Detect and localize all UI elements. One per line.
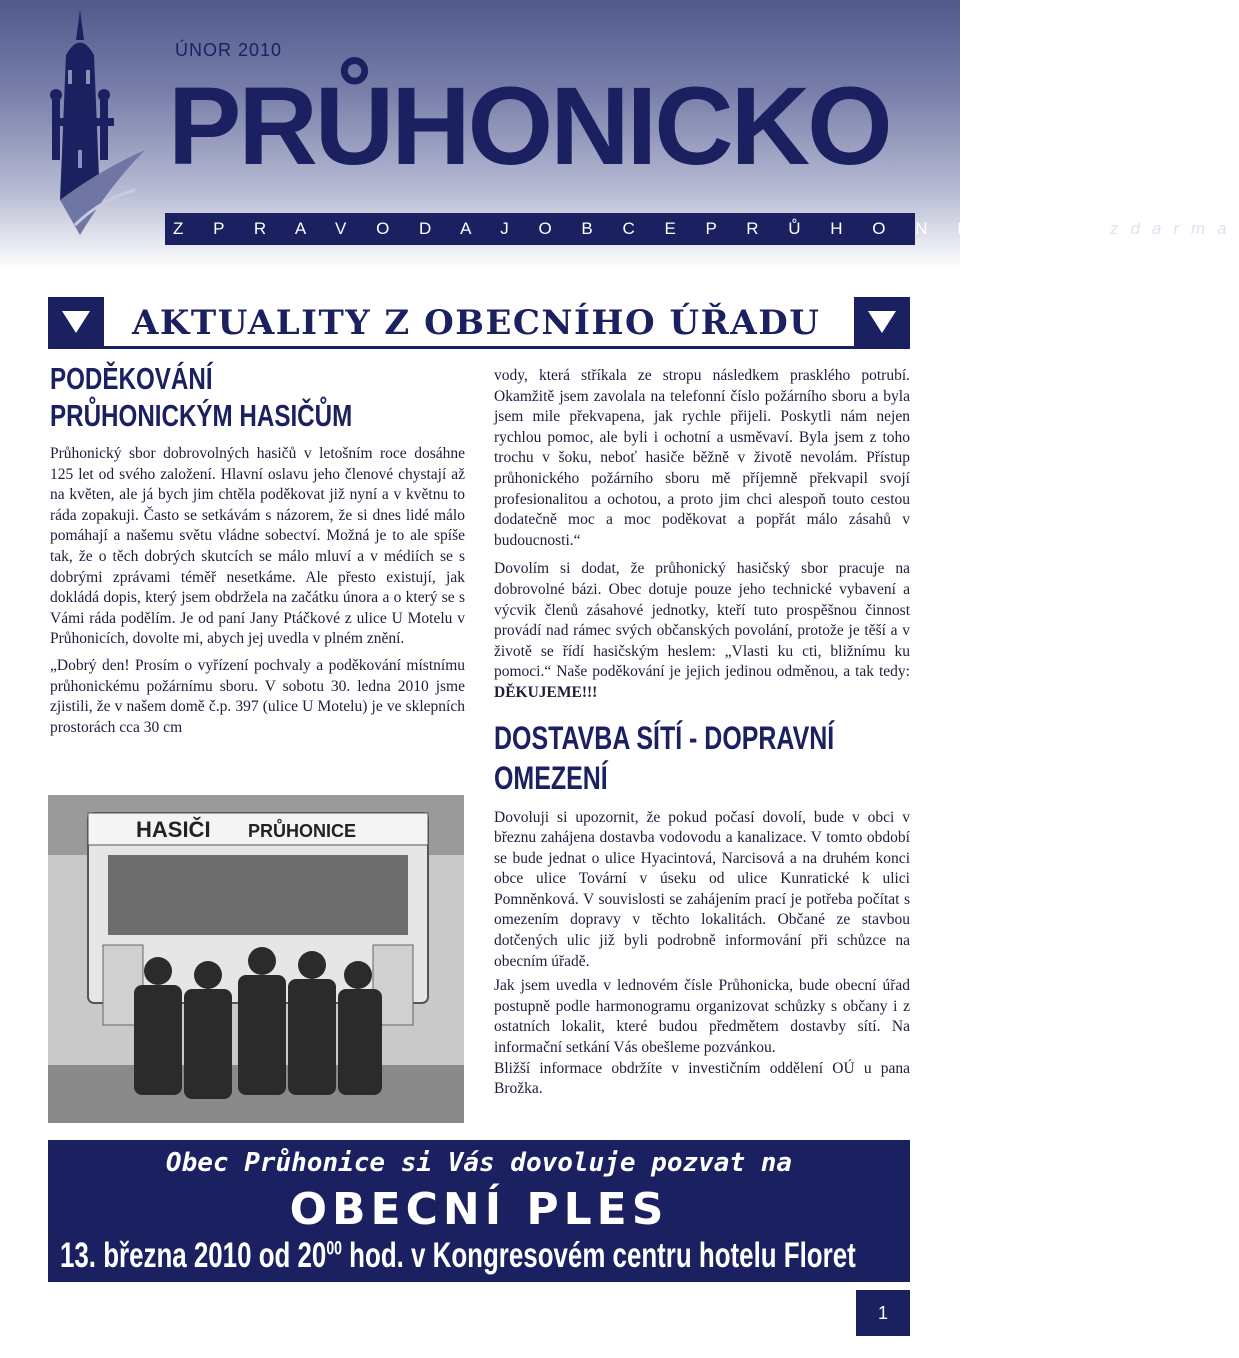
article1-closing-text: Dovolím si dodat, že průhonický hasičský sbor pracuje na dobrovolné bázi. Obec dotuje pouze jeho technické vybavení a výcvik členů zásahové jednotky, kteří tuto prospěšnou činnost provádí nad rámec svých občanských povolání, protože je těší a v životě se řídí hasičským heslem: „Vlasti ku cti, bližnímu ku pomoci.“ Naše poděkování je jejich jedinou odměnou, a tak tedy: [494, 560, 910, 681]
article1-letter-start: „Dobrý den! Prosím o vyřízení pochvaly a poděkování místnímu průhonickému požárnímu sboru. V sobotu 30. ledna 2010 jsme zjistili, že v našem domě č.p. 397 (ulice U Motelu) je ve sklepních prostorách cca 30 cm [50, 656, 465, 736]
article1-headline-line1: PODĚKOVÁNÍ [50, 361, 213, 396]
article2-headline-line1: DOSTAVBA SÍTÍ - DOPRAVNÍ [494, 719, 835, 756]
banner-event-title: OBECNÍ PLES [289, 1184, 669, 1235]
down-triangle-icon [868, 311, 896, 335]
article1-headline-line2: PRŮHONICKÝM HASIČŮM [50, 398, 353, 433]
article2-paragraph: Dovoluji si upozornit, že pokud počasí dovolí, bude v obci v březnu zahájena dostavba vodovodu a kanalizace. V tomto období se bude jednat o ulice Hyacintová, Narcisová a na druhém konci obce ulice Tovární v úseku od ulice Kunratické k ulici Pomněnková. V souvislosti se zahájením prací je potřeba počítat s omezením dopravy v těchto lokalitách. Občané ze stavbou dotčených ulic již byli podrobně informování při schůzce na obecním úřadě. [494, 808, 910, 970]
down-triangle-icon [62, 311, 90, 335]
newsletter-title: PRŮHONICKO [168, 65, 890, 188]
article1-paragraph: Průhonický sbor dobrovolných hasičů v letošním roce dosáhne 125 let od svého založení. Hlavní oslavu jeho členové chystají až na květen, ale já bych jim chtěla poděkovat již nyní a v květnu to ráda zopakuji. Často se setkávám s názorem, že si dnes lidé málo pomáhají a našemu světu vládne sobectví. Možná je to ale spíše tak, že o těch dobrých skutcích se málo mluví a v médiích se s dobrými zprávami téměř nesetkáme. Ale přesto existují, jak dokládá dopis, který jsem obdržela na začátku února a o který se s Vámi ráda podělím. Je od paní Jany Ptáčkové z ulice U Motelu v Průhonicích, dovolte mi, abych jej uvedla v plném znění. [50, 445, 465, 648]
truck-sign-pruhonice: PRŮHONICE [248, 821, 357, 841]
banner-invite: Obec Průhonice si Vás dovoluje pozvat na [165, 1148, 793, 1178]
section-underline [104, 346, 854, 349]
thanks-highlight: DĚKUJEME!!! [494, 683, 598, 701]
section-header [48, 297, 910, 349]
banner-date: 13. března 2010 od 20 [60, 1236, 327, 1275]
left-column [50, 360, 465, 742]
article1-closing [494, 559, 910, 703]
article2-headline [494, 718, 909, 798]
section-marker-right [854, 297, 910, 349]
subtitle-text: Z P R A V O D A J O B C E P R Ů H O N I C E [173, 219, 1058, 238]
ball-invitation-banner [48, 1140, 910, 1282]
banner-time-superscript: 00 [326, 1238, 342, 1260]
banner-date-venue [60, 1236, 896, 1276]
banner-venue: hod. v Kongresovém centru hotelu Floret [341, 1236, 856, 1275]
article2-contact: Bližší informace obdržíte v investičním oddělení OÚ u pana Brožka. [494, 1059, 910, 1098]
right-column [494, 366, 910, 1104]
section-marker-left [48, 297, 104, 349]
tower-logo [40, 0, 150, 240]
subtitle-bullet: • [1074, 219, 1093, 238]
issue-date: ÚNOR 2010 [175, 40, 283, 60]
section-title: AKTUALITY Z OBECNÍHO ÚŘADU [132, 303, 821, 343]
masthead [0, 0, 1239, 270]
free-label: zdarma [1109, 219, 1239, 238]
page-number: 1 [856, 1290, 910, 1336]
article2-paragraph: Jak jsem uvedla v lednovém čísle Průhonicka, bude obecní úřad postupně podle harmonogramu organizovat schůzky s občany i z ostatních lokalit, které budou předmětem dostavby sítí. Na informační setkání Vás obešleme pozvánkou. [494, 977, 910, 1057]
article1-headline [50, 360, 464, 434]
firefighters-photo [48, 795, 464, 1123]
truck-sign-hasici: HASIČI [136, 817, 211, 842]
fire-truck-image [48, 795, 464, 1123]
article1-letter-end: vody, která stříkala ze stropu následkem prasklého potrubí. Okamžitě jsem zavolala na telefonní číslo požárního sboru a byla jsem mile překvapena, jak rychle přijeli. Poskytli nám nejen rychlou pomoc, ale byli i ochotní a usměvaví. Byla jsem z toho trochu v šoku, neboť hasiče běžně v životě nevolám. Přístup průhonického požárního sboru mě příjemně překvapil svojí profesionalitou a ochotou, a proto jim chci alespoň touto cestou dodatečně moc a moc poděkovat a popřát málo zásahů v budoucnosti.“ [494, 367, 910, 549]
article2-headline-line2: OMEZENÍ [494, 759, 608, 796]
subtitle-bar [165, 213, 1239, 245]
